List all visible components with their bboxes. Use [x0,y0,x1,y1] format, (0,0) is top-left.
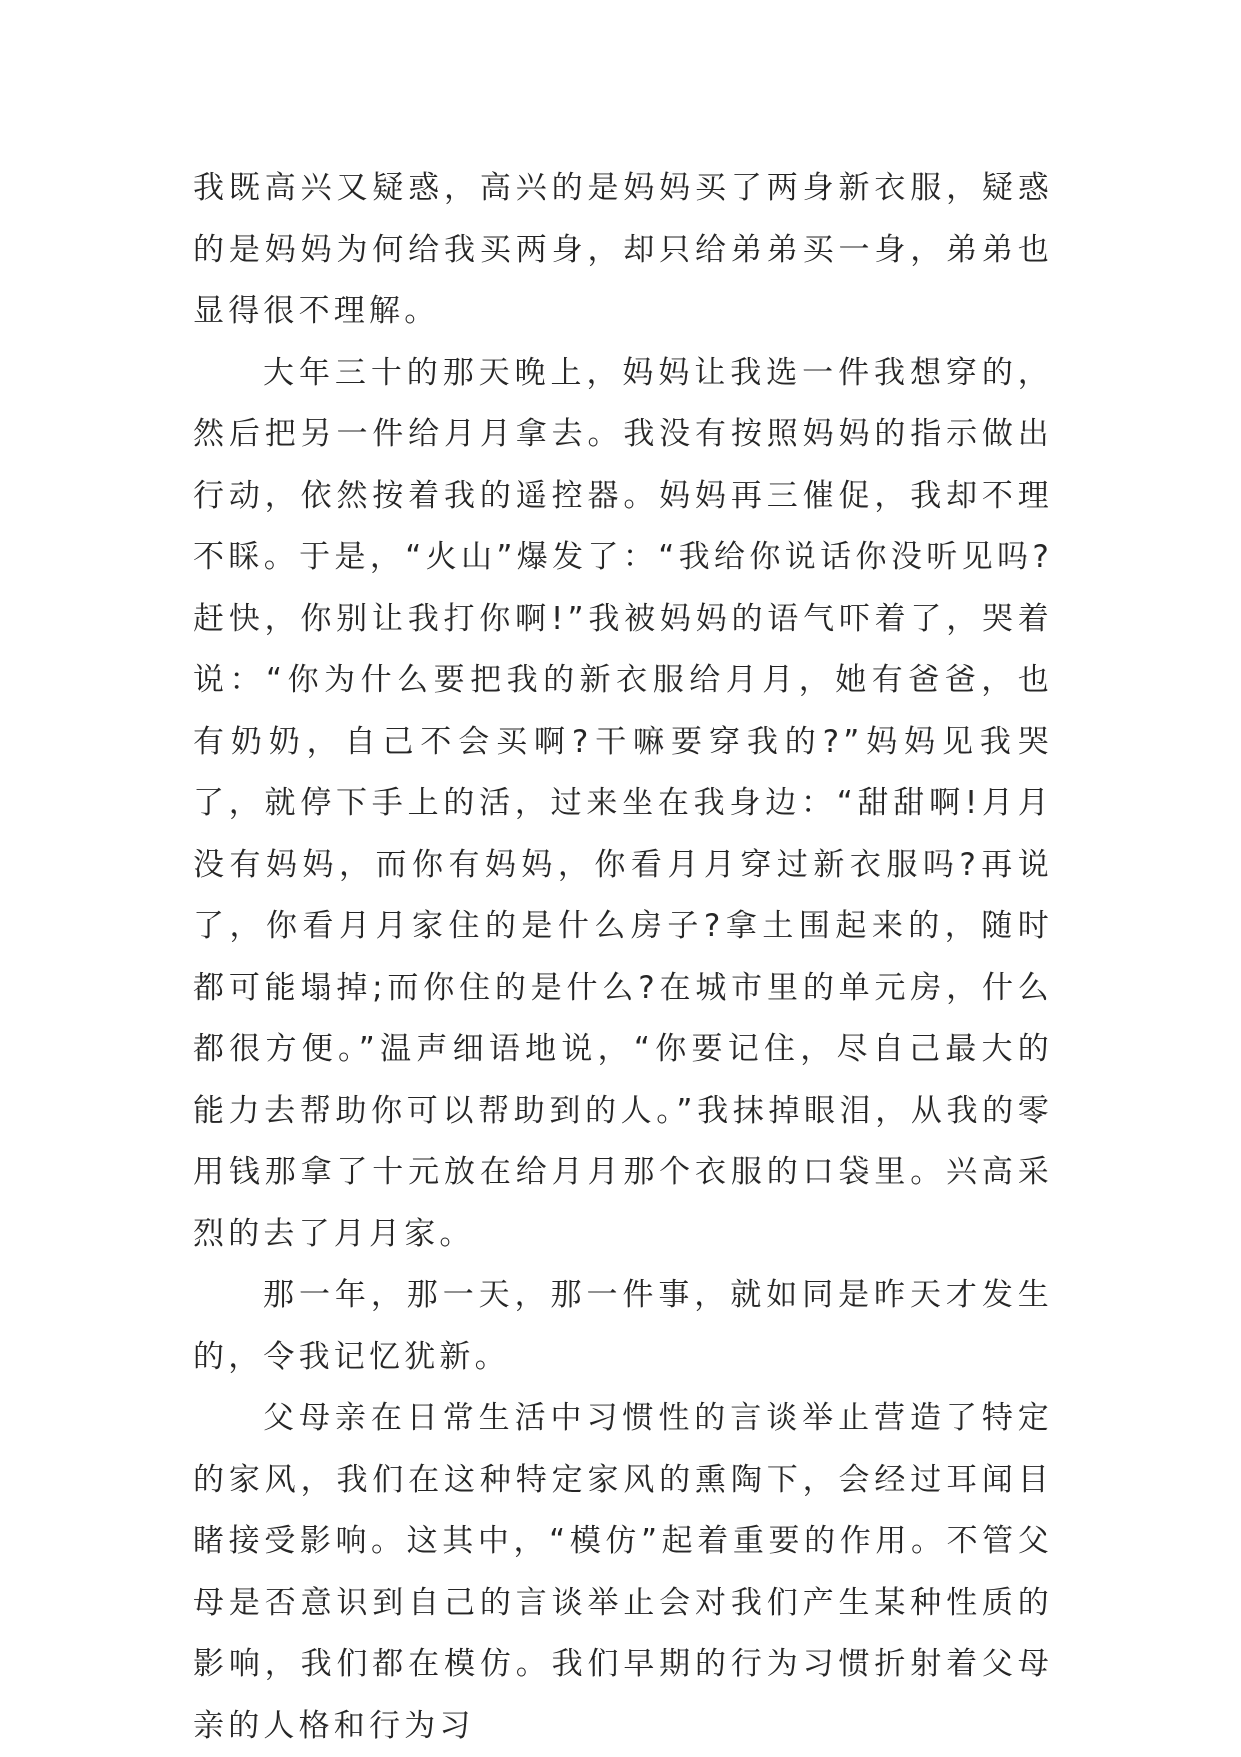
paragraph-4: 父母亲在日常生活中习惯性的言谈举止营造了特定的家风，我们在这种特定家风的熏陶下，会经过耳闻目睹接受影响。这其中，“模仿”起着重要的作用。不管父母是否意识到自己的言谈举止会对我们产生某种性质的影响，我们都在模仿。我们早期的行为习惯折射着父母亲的人格和行为习 [193,1400,1053,1744]
paragraph-3: 那一年，那一天，那一件事，就如同是昨天才发生的，令我记忆犹新。 [193,1277,1053,1375]
paragraph-1: 我既高兴又疑惑，高兴的是妈妈买了两身新衣服，疑惑的是妈妈为何给我买两身，却只给弟弟买一身，弟弟也显得很不理解。 [193,170,1053,329]
document-body [193,158,1053,1757]
paragraph-2: 大年三十的那天晚上，妈妈让我选一件我想穿的，然后把另一件给月月拿去。我没有按照妈妈的指示做出行动，依然按着我的遥控器。妈妈再三催促，我却不理不睬。于是，“火山”爆发了：“我给你说话你没听见吗?赶快，你别让我打你啊!”我被妈妈的语气吓着了，哭着说：“你为什么要把我的新衣服给月月，她有爸爸，也有奶奶，自己不会买啊?干嘛要穿我的?”妈妈见我哭了，就停下手上的活，过来坐在我身边：“甜甜啊!月月没有妈妈，而你有妈妈，你看月月穿过新衣服吗?再说了，你看月月家住的是什么房子?拿土围起来的，随时都可能塌掉;而你住的是什么?在城市里的单元房，什么都很方便。”温声细语地说，“你要记住，尽自己最大的能力去帮助你可以帮助到的人。”我抹掉眼泪，从我的零用钱那拿了十元放在给月月那个衣服的口袋里。兴高采烈的去了月月家。 [193,354,1053,1252]
